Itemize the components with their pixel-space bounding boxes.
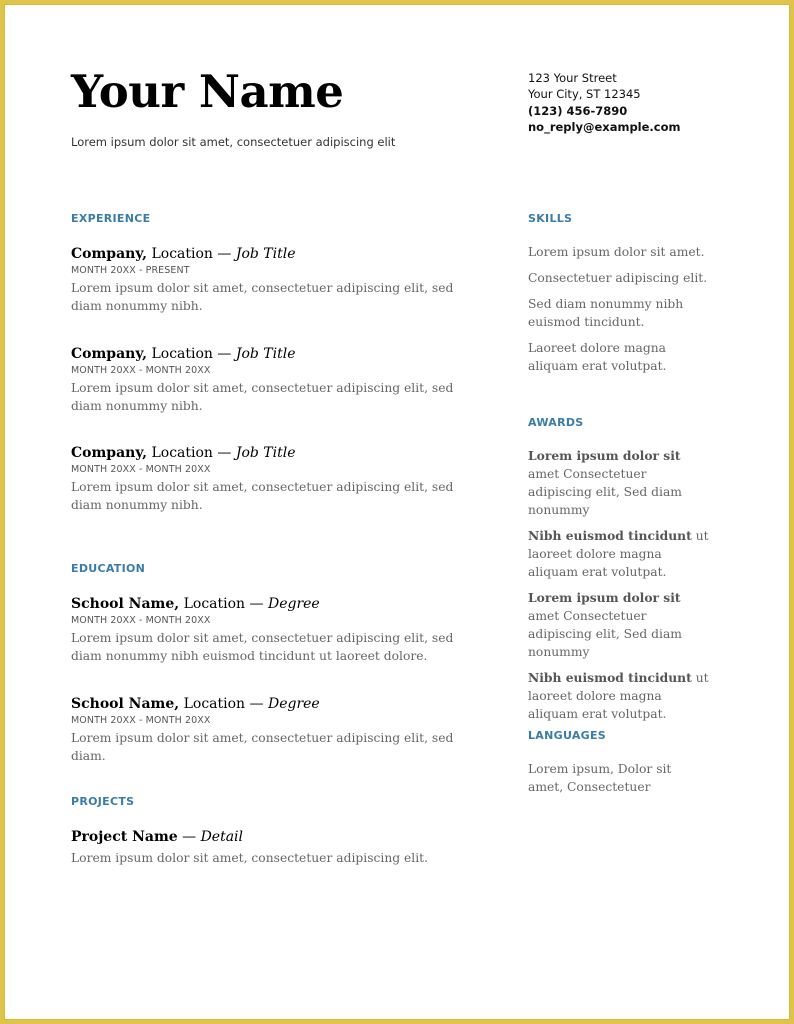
company-location: Location — <box>147 346 236 362</box>
company-location: Location — <box>147 445 236 461</box>
experience-entry <box>71 245 471 315</box>
school-location: Location — <box>179 596 268 612</box>
company-name: Company, <box>71 445 148 461</box>
experience-title <box>71 345 471 363</box>
degree: Degree <box>267 596 320 612</box>
award-title: Lorem ipsum dolor sit <box>528 448 681 463</box>
school-location: Location — <box>179 696 268 712</box>
project-title <box>71 828 471 846</box>
languages-heading: LANGUAGES <box>528 729 607 742</box>
experience-description: Lorem ipsum dolor sit amet, consectetuer adipiscing elit, sed diam nonummy nibh. <box>71 281 454 313</box>
languages-text: Lorem ipsum, Dolor sit amet, Consectetuer <box>528 762 672 794</box>
education-title <box>71 695 471 713</box>
project-detail: Detail <box>200 829 244 845</box>
job-title: Job Title <box>235 246 296 262</box>
education-description: Lorem ipsum dolor sit amet, consectetuer adipiscing elit, sed diam nonummy nibh euismod tincidunt ut laoreet dolore. <box>71 631 454 663</box>
education-entry <box>71 695 471 765</box>
resume-page <box>5 5 789 1019</box>
skill-item: Laoreet dolore magna aliquam erat volutpat. <box>528 341 667 373</box>
award-text: amet Consectetuer adipiscing elit, Sed diam nonummy <box>528 609 682 659</box>
experience-dates: MONTH 20XX - MONTH 20XX <box>71 464 211 475</box>
awards-list <box>528 447 710 731</box>
degree: Degree <box>267 696 320 712</box>
job-title: Job Title <box>235 445 296 461</box>
education-dates: MONTH 20XX - MONTH 20XX <box>71 615 211 626</box>
award-item <box>528 527 710 581</box>
skill-item: Lorem ipsum dolor sit amet. <box>528 245 705 259</box>
education-entry <box>71 595 471 665</box>
company-name: Company, <box>71 246 148 262</box>
award-title: Nibh euismod tincidunt <box>528 528 692 543</box>
resume-tagline: Lorem ipsum dolor sit amet, consectetuer adipiscing elit <box>71 135 396 149</box>
experience-entry <box>71 345 471 415</box>
experience-description: Lorem ipsum dolor sit amet, consectetuer adipiscing elit, sed diam nonummy nibh. <box>71 381 454 413</box>
school-name: School Name, <box>71 596 180 612</box>
education-dates: MONTH 20XX - MONTH 20XX <box>71 715 211 726</box>
contact-city: Your City, ST 12345 <box>528 87 641 102</box>
skills-heading: SKILLS <box>528 212 573 225</box>
experience-dates: MONTH 20XX - PRESENT <box>71 265 190 276</box>
award-item <box>528 589 710 661</box>
project-separator: — <box>177 829 201 845</box>
award-text: ut laoreet dolore magna aliquam erat volutpat. <box>528 671 709 721</box>
award-title: Nibh euismod tincidunt <box>528 670 692 685</box>
experience-title <box>71 245 471 263</box>
skills-list <box>528 243 708 383</box>
project-entry <box>71 828 471 867</box>
award-title: Lorem ipsum dolor sit <box>528 590 681 605</box>
project-name: Project Name <box>71 829 178 845</box>
job-title: Job Title <box>235 346 296 362</box>
education-description: Lorem ipsum dolor sit amet, consectetuer adipiscing elit, sed diam. <box>71 731 454 763</box>
experience-title <box>71 444 471 462</box>
education-title <box>71 595 471 613</box>
experience-dates: MONTH 20XX - MONTH 20XX <box>71 365 211 376</box>
experience-description: Lorem ipsum dolor sit amet, consectetuer adipiscing elit, sed diam nonummy nibh. <box>71 480 454 512</box>
contact-street: 123 Your Street <box>528 71 617 85</box>
experience-entry <box>71 444 471 514</box>
skill-item: Sed diam nonummy nibh euismod tincidunt. <box>528 297 684 329</box>
projects-heading: PROJECTS <box>71 795 135 808</box>
award-item <box>528 669 710 723</box>
award-text: ut laoreet dolore magna aliquam erat volutpat. <box>528 529 709 579</box>
contact-email: no_reply@example.com <box>528 119 681 134</box>
education-heading: EDUCATION <box>71 562 146 575</box>
award-text: amet Consectetuer adipiscing elit, Sed diam nonummy <box>528 467 682 517</box>
project-description: Lorem ipsum dolor sit amet, consectetuer adipiscing elit. <box>71 851 429 865</box>
company-location: Location — <box>147 246 236 262</box>
resume-name: Your Name <box>71 65 344 118</box>
experience-heading: EXPERIENCE <box>71 212 151 225</box>
contact-block <box>528 70 680 135</box>
company-name: Company, <box>71 346 148 362</box>
award-item <box>528 447 710 519</box>
awards-heading: AWARDS <box>528 416 584 429</box>
contact-phone: (123) 456-7890 <box>528 103 628 118</box>
skill-item: Consectetuer adipiscing elit. <box>528 271 708 285</box>
school-name: School Name, <box>71 696 180 712</box>
